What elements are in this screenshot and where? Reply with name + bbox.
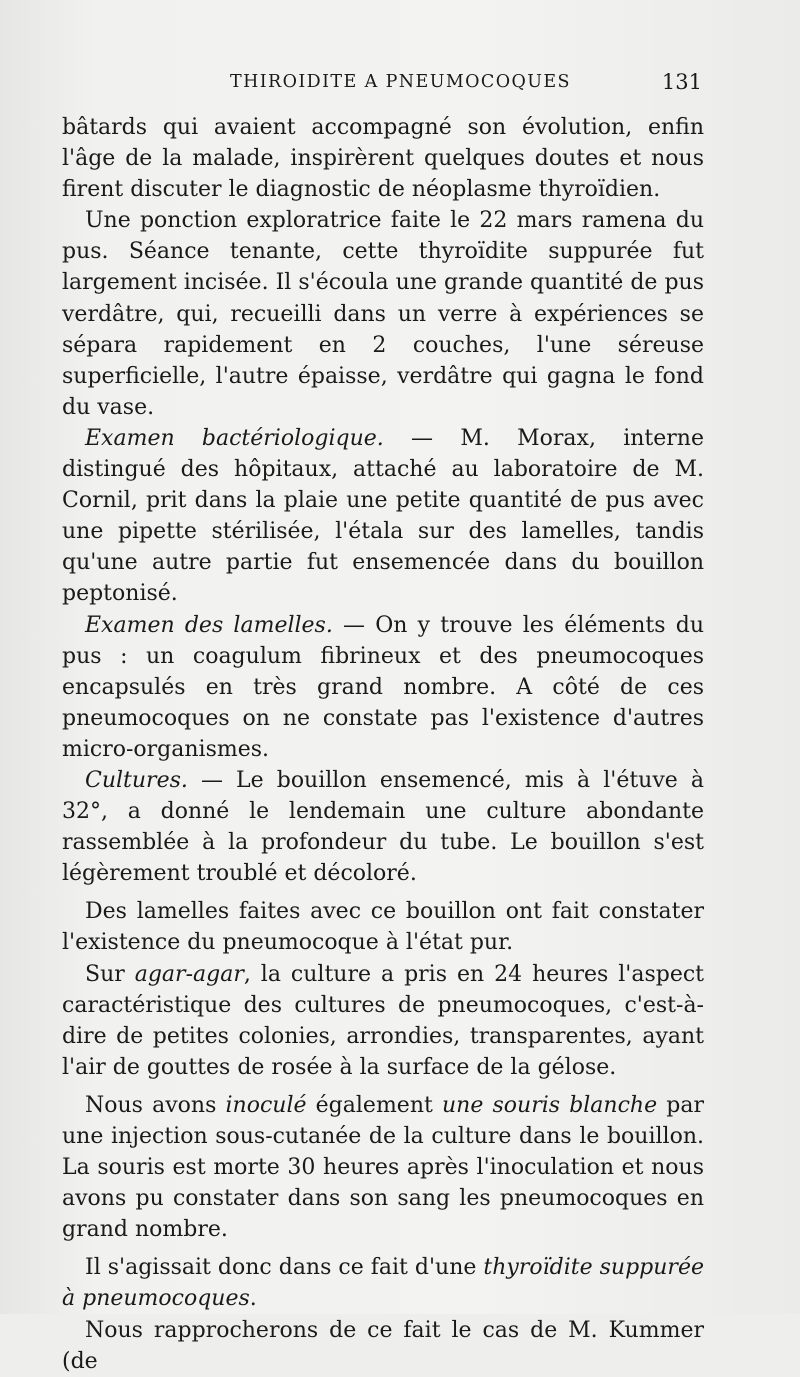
paragraph-continuation: bâtards qui avaient accompagné son évolution, enfin l'âge de la malade, inspirèrent quelques doutes et nous firent discuter le diagnostic de néoplasme thyroïdien. [62, 115, 704, 203]
section-heading-cultures: Cultures. [85, 767, 188, 793]
paragraph-text: — Le bouillon ensemencé, mis à l'étuve à 32°, a donné le lendemain une culture abondante rassemblée à la profondeur du tube. Le bouillon s'est légèrement troublé et décoloré. [62, 767, 704, 887]
paragraph-text: Nous avons [85, 1092, 226, 1118]
paragraph-conclusion [62, 1252, 704, 1314]
paragraph-text: Sur [85, 961, 135, 987]
paragraph-text: — M. Morax, interne distingué des hôpitaux, attaché au laboratoire de M. Cornil, prit dans la plaie une petite quantité de pus avec une pipette stérilisée, l'étala sur des lamelles, tandis qu'une autre partie fut ensemencée dans du bouillon peptonisé. [62, 425, 704, 607]
section-heading-examen-bacteriologique: Examen bactériologique. [85, 425, 384, 451]
body-text [62, 112, 704, 1377]
emphasis-agar-agar: agar-agar [134, 961, 244, 987]
emphasis-thyroidite-suppuree: thyroïdite suppurée à pneumocoques [62, 1255, 704, 1312]
emphasis-souris-blanche: une souris blanche [441, 1092, 658, 1118]
paragraph-text: également [306, 1092, 442, 1118]
section-heading-examen-lamelles: Examen des lamelles. [85, 612, 333, 638]
emphasis-inocule: inoculé [225, 1092, 307, 1118]
paragraph-inoculation [62, 1090, 704, 1245]
paragraph-text: Il s'agissait donc dans ce fait d'une [85, 1255, 484, 1281]
paragraph-text: . [249, 1286, 257, 1312]
paragraph-examen-bacteriologique [62, 423, 704, 610]
paragraph-agar-agar [62, 959, 704, 1083]
paragraph-kummer: Nous rapprocherons de ce fait le cas de M. Kummer (de [62, 1317, 704, 1374]
page-header [60, 70, 710, 100]
paragraph-lamelles-bouillon: Des lamelles faites avec ce bouillon ont fait constater l'existence du pneumocoque à l'état pur. [62, 899, 704, 956]
paragraph-text: par une injection sous-cutanée de la culture dans le bouillon. La souris est morte 30 heures après l'inoculation et nous avons pu constater dans son sang les pneumocoques en grand nombre. [62, 1092, 704, 1243]
paragraph-text: , la culture a pris en 24 heures l'aspect caractéristique des cultures de pneumocoques, c'est-à-dire de petites colonies, arrondies, transparentes, ayant l'air de gouttes de rosée à la surface de la gélose. [62, 961, 705, 1080]
paragraph-examen-lamelles [62, 610, 704, 765]
running-head: THIROIDITE A PNEUMOCOQUES [230, 72, 571, 92]
paragraph-ponction: Une ponction exploratrice faite le 22 mars ramena du pus. Séance tenante, cette thyroïdite suppurée fut largement incisée. Il s'écoula une grande quantité de pus verdâtre, qui, recueilli dans un verre à expériences se sépara rapidement en 2 couches, l'une séreuse superficielle, l'autre épaisse, verdâtre qui gagna le fond du vase. [62, 208, 704, 420]
paragraph-text: — On y trouve les éléments du pus : un coagulum fibrineux et des pneumocoques encapsulés en très grand nombre. A côté de ces pneumocoques on ne constate pas l'existence d'autres micro-organismes. [62, 612, 704, 762]
paragraph-cultures [62, 765, 704, 889]
page-number: 131 [661, 70, 702, 94]
